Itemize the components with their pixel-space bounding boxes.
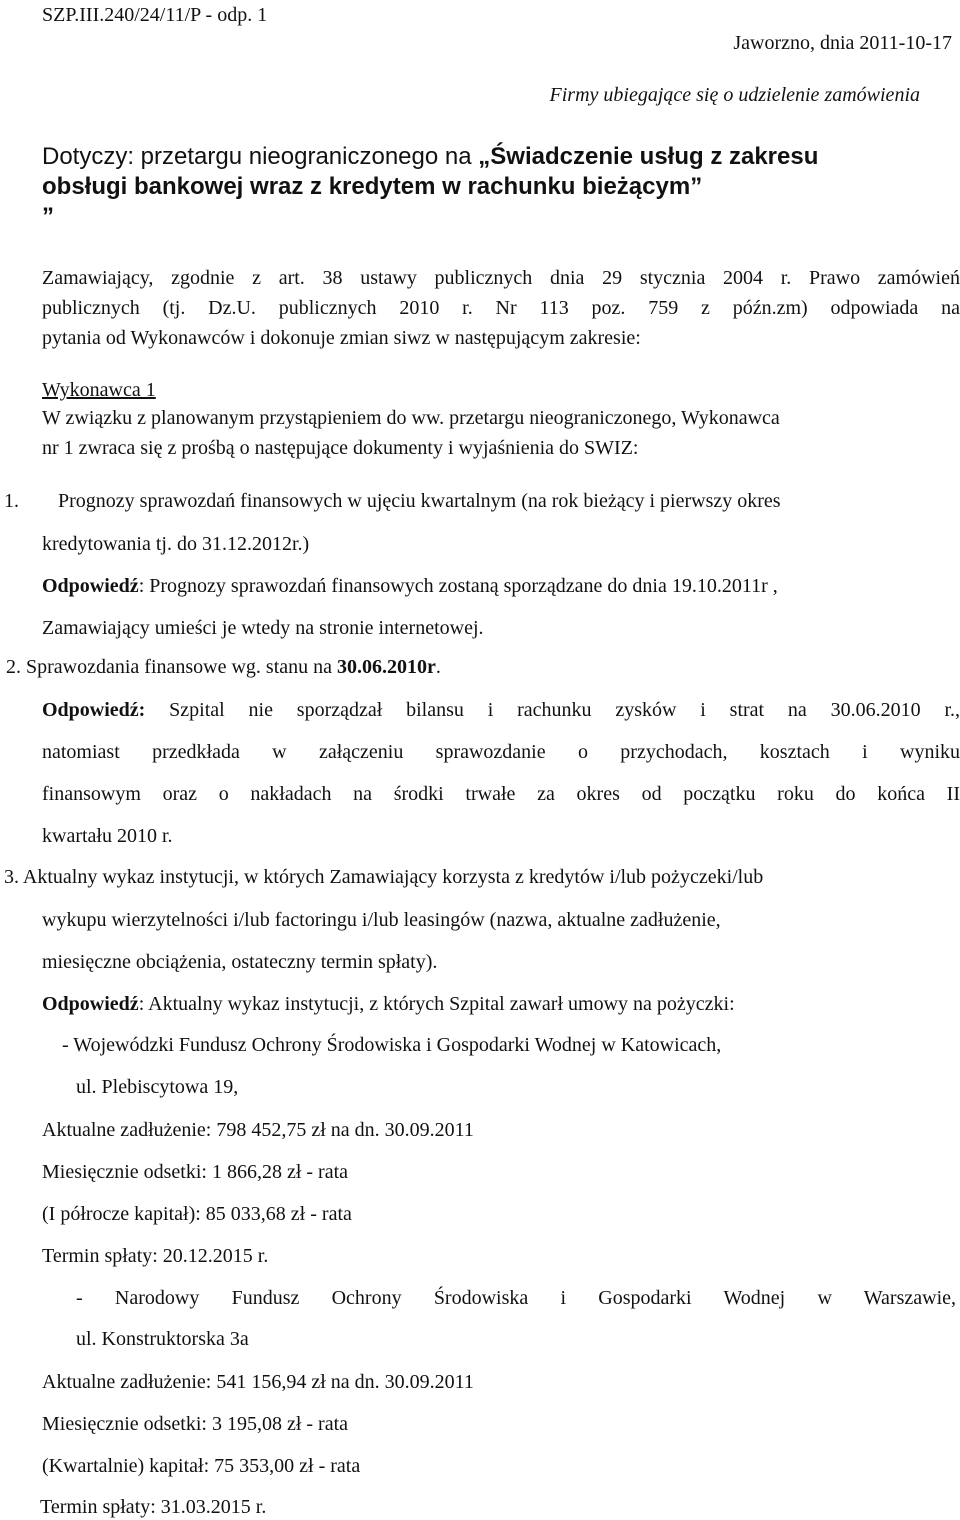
q3-line-1: 3. Aktualny wykaz instytucji, w których Zamawiający korzysta z kredytów i/lub pożyczeki/lub — [4, 866, 764, 888]
lender-2-name: - Narodowy Fundusz Ochrony Środowiska i Gospodarki Wodnej w Warszawie, — [76, 1287, 956, 1309]
subject-title-2: obsługi bankowej wraz z kredytem w rachunku bieżącym” — [42, 173, 703, 200]
q2-answer-line-2: natomiast przedkłada w załączeniu sprawozdanie o przychodach, kosztach i wyniku — [42, 741, 960, 763]
q3-line-2: wykupu wierzytelności i/lub factoringu i/lub leasingów (nazwa, aktualne zadłużenie, — [42, 909, 721, 931]
lender-1-term: Termin spłaty: 20.12.2015 r. — [42, 1245, 269, 1267]
intro-line-2: publicznych (tj. Dz.U. publicznych 2010 r. Nr 113 poz. 759 z późn.zm) odpowiada na — [42, 297, 960, 319]
q1-answer-line-1: Odpowiedź: Prognozy sprawozdań finansowych zostaną sporządzane do dnia 19.10.2011r , — [42, 575, 778, 597]
q1-line-2: kredytowania tj. do 31.12.2012r.) — [42, 533, 310, 555]
q2-answer-line-4: kwartału 2010 r. — [42, 825, 173, 847]
q3-answer-label: Odpowiedź — [42, 993, 139, 1015]
addressee: Firmy ubiegające się o udzielenie zamówienia — [549, 84, 920, 106]
lender-2-debt: Aktualne zadłużenie: 541 156,94 zł na dn. 30.09.2011 — [42, 1371, 474, 1393]
intro-line-3: pytania od Wykonawców i dokonuje zmian siwz w następującym zakresie: — [42, 327, 641, 349]
lender-1-debt: Aktualne zadłużenie: 798 452,75 zł na dn. 30.09.2011 — [42, 1119, 474, 1141]
q2-question: 2. Sprawozdania finansowe wg. stanu na 30.06.2010r. — [6, 656, 441, 678]
lender-2-capital: (Kwartalnie) kapitał: 75 353,00 zł - rata — [42, 1455, 361, 1477]
subject-prefix: Dotyczy: przetargu nieograniczonego na — [42, 143, 479, 170]
subject-closing-quote: ” — [42, 203, 54, 230]
lender-1-name: - Wojewódzki Fundusz Ochrony Środowiska i Gospodarki Wodnej w Katowicach, — [62, 1034, 722, 1056]
q1-answer-label: Odpowiedź — [42, 575, 139, 597]
lender-1-interest: Miesięcznie odsetki: 1 866,28 zł - rata — [42, 1161, 349, 1183]
q2-answer-line-1: Odpowiedź: Szpital nie sporządzał bilansu i rachunku zysków i strat na 30.06.2010 r., — [42, 699, 960, 721]
place-date: Jaworzno, dnia 2011-10-17 — [733, 32, 952, 54]
q3-answer-line-1: Odpowiedź: Aktualny wykaz instytucji, z których Szpital zawarł umowy na pożyczki: — [42, 993, 735, 1015]
subject-line-1 — [42, 142, 818, 172]
q1-line-1: Prognozy sprawozdań finansowych w ujęciu kwartalnym (na rok bieżący i pierwszy okres — [58, 490, 781, 512]
lender-2-interest: Miesięcznie odsetki: 3 195,08 zł - rata — [42, 1413, 349, 1435]
lender-1-address: ul. Plebiscytowa 19, — [76, 1076, 239, 1098]
lender-1-capital: (I półrocze kapitał): 85 033,68 zł - rata — [42, 1203, 352, 1225]
q2-date: 30.06.2010r — [337, 656, 436, 678]
subject-title-1: „Świadczenie usług z zakresu — [478, 143, 819, 170]
intro-line-1: Zamawiający, zgodnie z art. 38 ustawy publicznych dnia 29 stycznia 2004 r. Prawo zamówień — [42, 267, 960, 289]
q1-number: 1. — [4, 490, 19, 512]
lender-2-address: ul. Konstruktorska 3a — [76, 1328, 249, 1350]
document-reference: SZP.III.240/24/11/P - odp. 1 — [42, 4, 268, 26]
contractor-line-2: nr 1 zwraca się z prośbą o następujące dokumenty i wyjaśnienia do SWIZ: — [42, 437, 639, 459]
q1-answer-line-2: Zamawiający umieści je wtedy na stronie internetowej. — [42, 617, 484, 639]
contractor-heading: Wykonawca 1 — [42, 379, 156, 401]
q2-answer-label: Odpowiedź: — [42, 699, 146, 721]
q3-line-3: miesięczne obciążenia, ostateczny termin spłaty). — [42, 951, 438, 973]
lender-2-term: Termin spłaty: 31.03.2015 r. — [40, 1496, 267, 1518]
contractor-line-1: W związku z planowanym przystąpieniem do ww. przetargu nieograniczonego, Wykonawca — [42, 407, 780, 429]
q2-answer-line-3: finansowym oraz o nakładach na środki trwałe za okres od początku roku do końca II — [42, 783, 960, 805]
